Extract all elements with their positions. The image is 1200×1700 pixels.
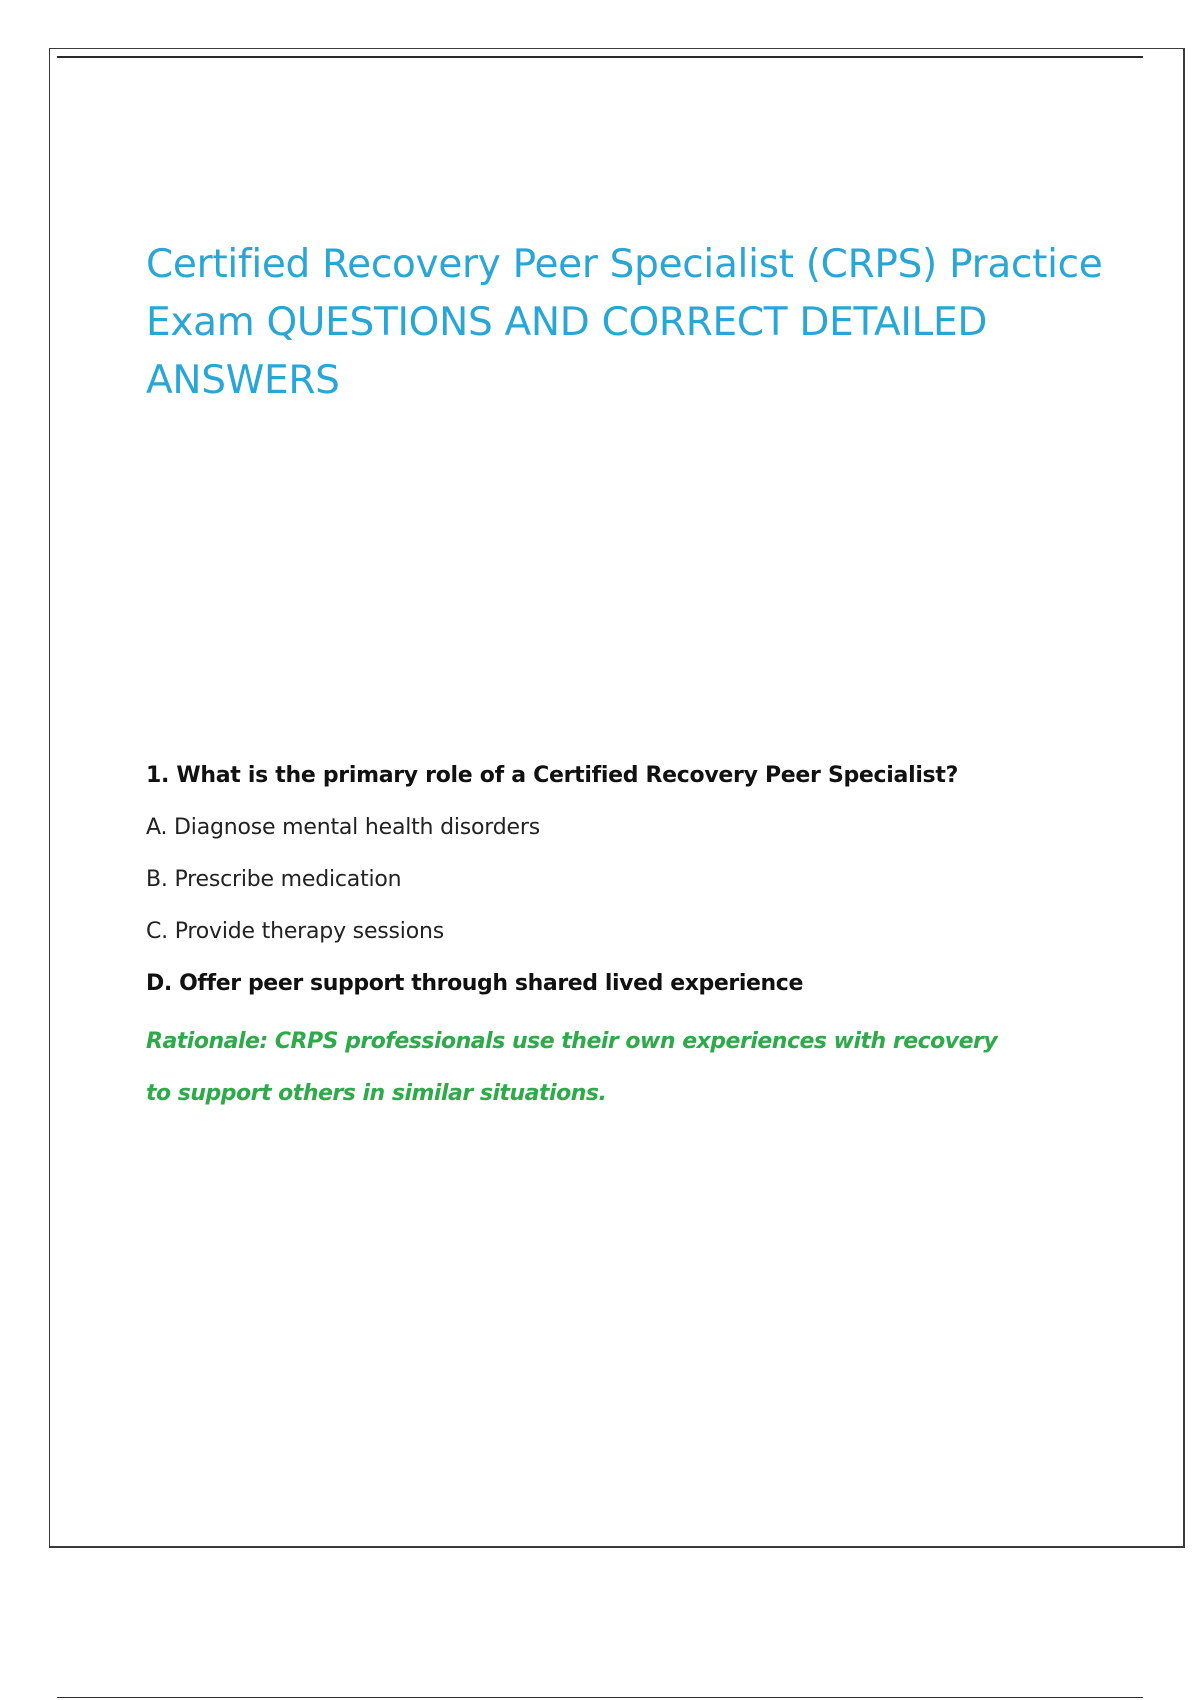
question-text: 1. What is the primary role of a Certified Recovery Peer Specialist? bbox=[146, 763, 959, 788]
top-rule bbox=[57, 56, 1143, 58]
option-a: A. Diagnose mental health disorders bbox=[146, 815, 540, 840]
rationale-text: Rationale: CRPS professionals use their own experiences with recovery to support others in similar situations. bbox=[146, 1029, 998, 1106]
question-block bbox=[146, 756, 1126, 1120]
document-title: Certified Recovery Peer Specialist (CRPS) Practice Exam QUESTIONS AND CORRECT DETAILED ANSWERS bbox=[146, 242, 1103, 403]
bottom-rule bbox=[57, 1697, 1143, 1698]
option-c: C. Provide therapy sessions bbox=[146, 919, 444, 944]
option-b: B. Prescribe medication bbox=[146, 867, 402, 892]
option-d-correct: D. Offer peer support through shared lived experience bbox=[146, 971, 803, 996]
